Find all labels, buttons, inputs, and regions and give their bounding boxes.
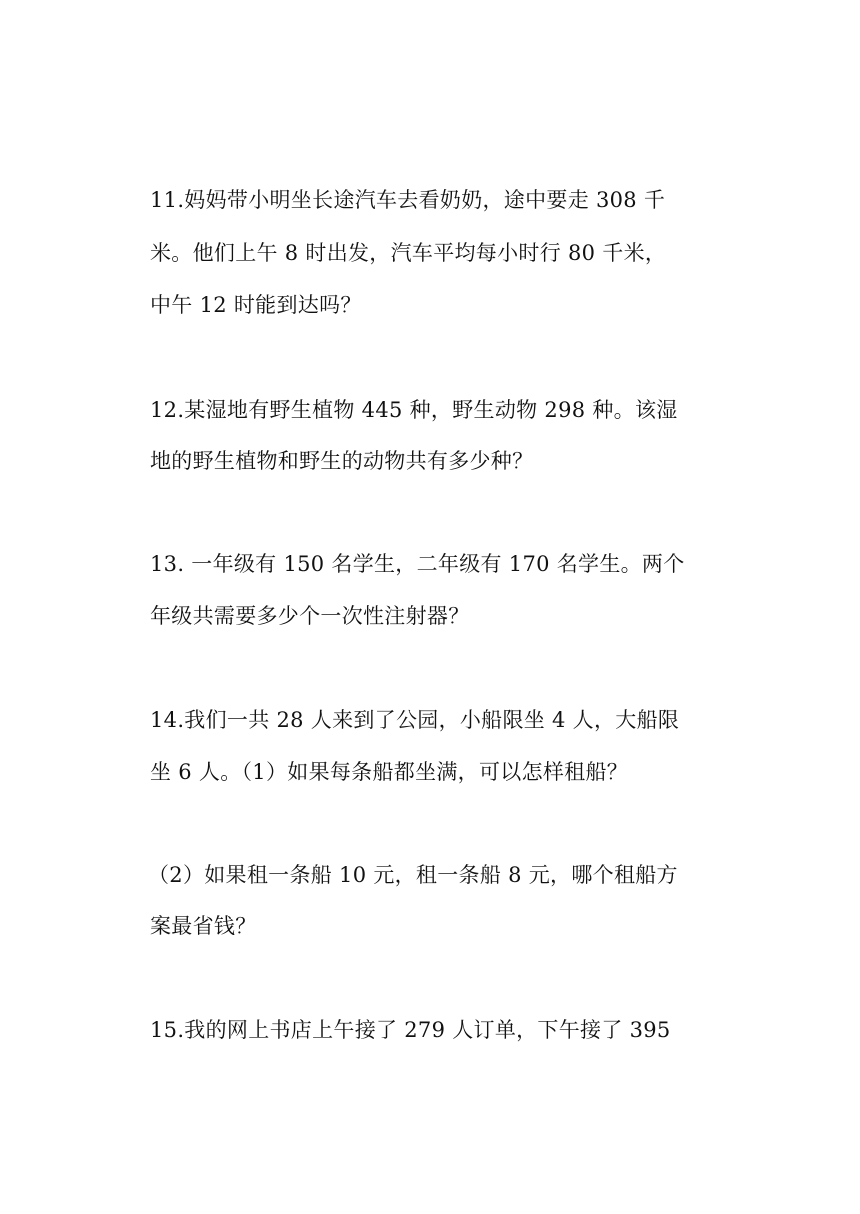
text-line: 14.我们一共 28 人来到了公园，小船限坐 4 人，大船限 xyxy=(150,708,680,732)
text-line: （2）如果租一条船 10 元，租一条船 8 元，哪个租船方 xyxy=(148,863,678,887)
text-line: 12.某湿地有野生植物 445 种，野生动物 298 种。该湿 xyxy=(150,398,678,422)
text-line: 年级共需要多少个一次性注射器？ xyxy=(150,604,470,628)
text-line: 地的野生植物和野生的动物共有多少种？ xyxy=(150,449,534,473)
text-line: 11.妈妈带小明坐长途汽车去看奶奶，途中要走 308 千 xyxy=(150,188,666,212)
text-line: 米。他们上午 8 时出发，汽车平均每小时行 80 千米， xyxy=(150,241,667,265)
text-line: 案最省钱？ xyxy=(150,914,257,938)
text-line: 13. 一年级有 150 名学生，二年级有 170 名学生。两个 xyxy=(150,552,685,576)
text-line: 中午 12 时能到达吗？ xyxy=(150,293,362,317)
text-line: 坐 6 人。（1）如果每条船都坐满，可以怎样租船？ xyxy=(150,760,629,784)
text-line: 15.我的网上书店上午接了 279 人订单，下午接了 395 xyxy=(150,1018,671,1042)
